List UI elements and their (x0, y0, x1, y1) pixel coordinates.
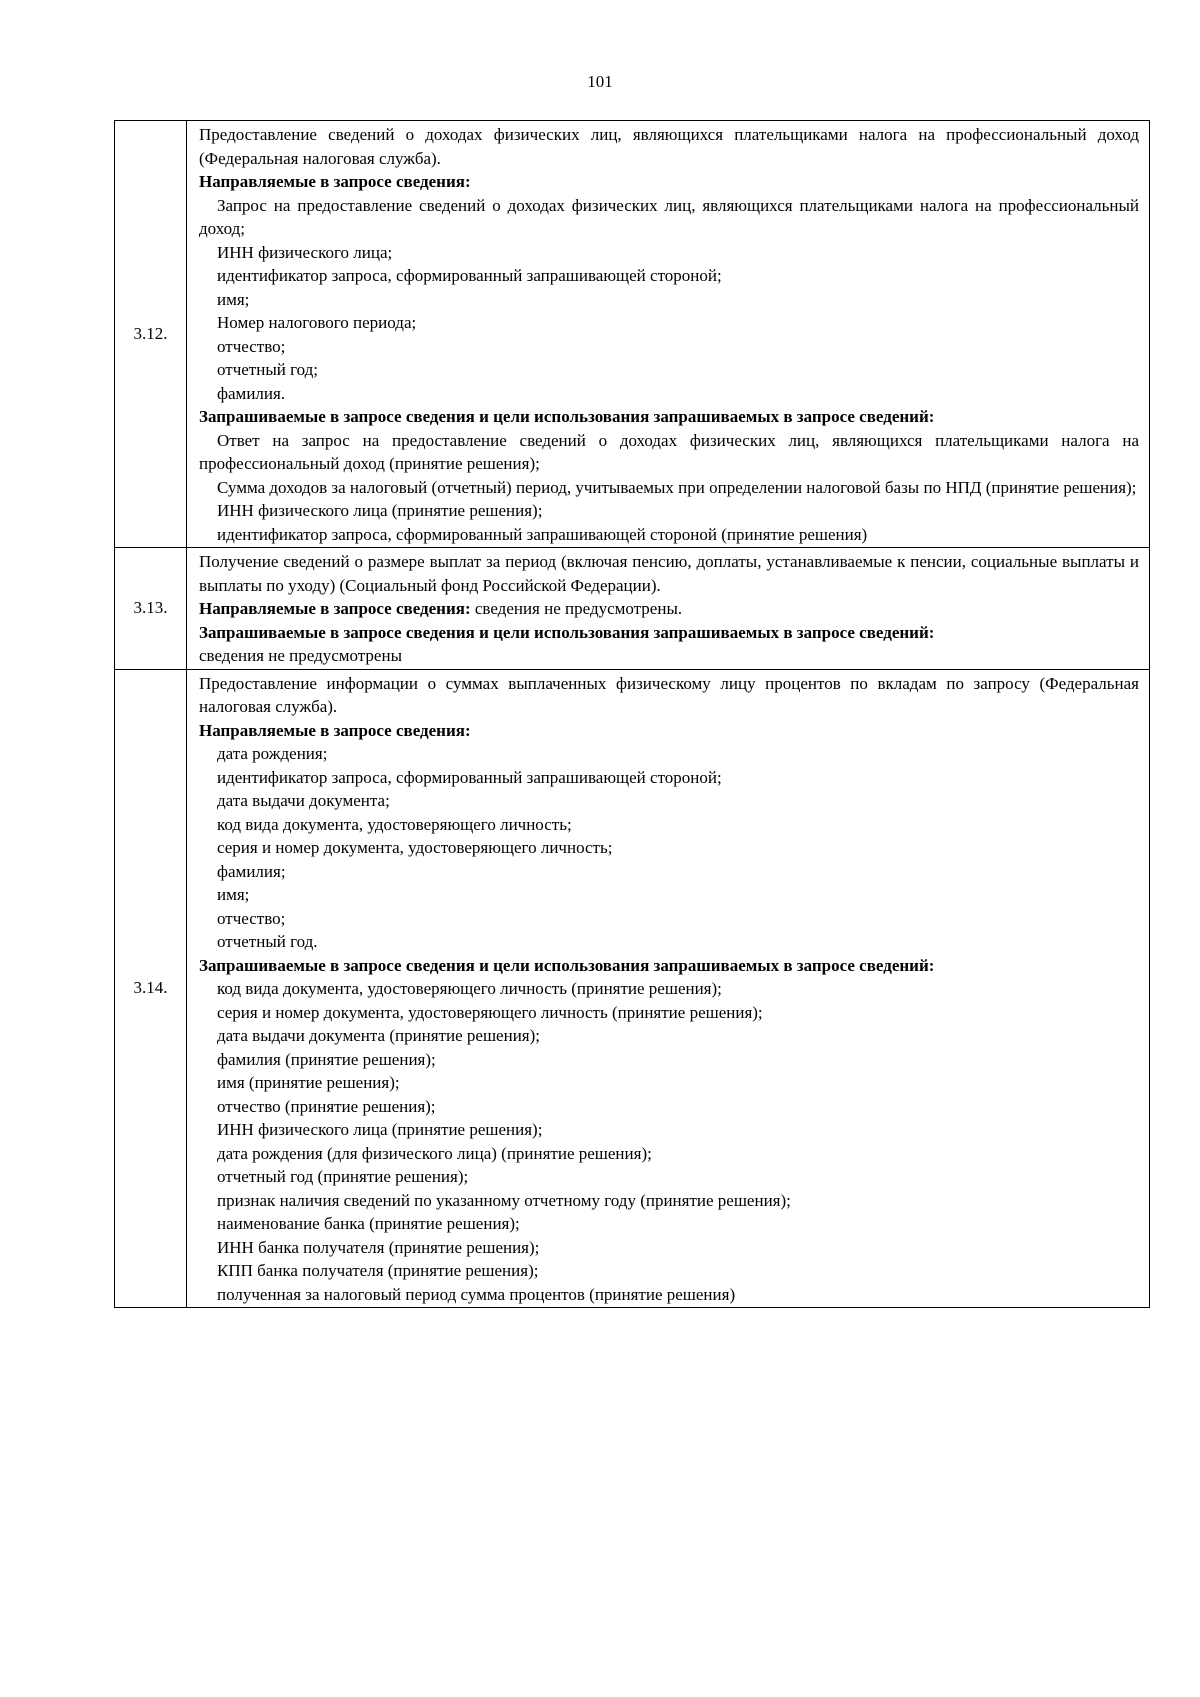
list-item: дата выдачи документа (принятие решения); (217, 1026, 540, 1045)
row-content (187, 669, 1150, 1308)
list-item: серия и номер документа, удостоверяющего личность (принятие решения); (217, 1002, 763, 1022)
list-item: имя (принятие решения); (217, 1073, 400, 1092)
list-item: наименование банка (принятие решения); (217, 1214, 520, 1233)
table-row (115, 121, 1150, 548)
list-item: отчество; (217, 908, 286, 928)
row-content (187, 121, 1150, 548)
sent-text: сведения не предусмотрены. (474, 599, 683, 618)
list-item: дата рождения (для физического лица) (принятие решения); (217, 1143, 652, 1163)
service-title: Предоставление информации о суммах выплаченных физическому лицу процентов по вкладам по запросу (Федеральная налоговая служба). (199, 673, 1139, 716)
row-number: 3.14. (115, 669, 187, 1308)
list-item: Номер налогового периода; (217, 313, 417, 332)
list-item: отчество (принятие решения); (217, 1096, 436, 1116)
requested-paragraph: Сумма доходов за налоговый (отчетный) период, учитываемых при определении налоговой базы по НПД (принятие решения); (217, 477, 1137, 497)
requested-heading: Запрашиваемые в запросе сведения и цели использования запрашиваемых в запросе сведений: (199, 622, 935, 642)
list-item: дата рождения; (217, 744, 328, 763)
sent-heading: Направляемые в запросе сведения: (199, 599, 471, 618)
list-item: отчетный год; (217, 360, 319, 379)
list-item: отчетный год. (217, 932, 318, 951)
sent-intro: Запрос на предоставление сведений о доходах физических лиц, являющихся плательщиками налога на профессиональный доход; (199, 195, 1139, 238)
requested-heading: Запрашиваемые в запросе сведения и цели использования запрашиваемых в запросе сведений: (199, 407, 935, 426)
list-item: идентификатор запроса, сформированный запрашивающей стороной (принятие решения) (217, 524, 868, 544)
row-content (187, 548, 1150, 670)
list-item: ИНН физического лица (принятие решения); (217, 501, 543, 520)
list-item: фамилия; (217, 861, 286, 881)
services-table (114, 120, 1150, 1308)
service-title: Получение сведений о размере выплат за период (включая пенсию, доплаты, устанавливаемые к пенсии, социальные выплаты и выплаты по уходу) (Социальный фонд Российской Федерации). (199, 552, 1139, 595)
list-item: ИНН банка получателя (принятие решения); (217, 1237, 540, 1257)
list-item: фамилия. (217, 383, 286, 403)
list-item: идентификатор запроса, сформированный запрашивающей стороной; (217, 266, 722, 285)
list-item: серия и номер документа, удостоверяющего личность; (217, 838, 613, 857)
list-item: признак наличия сведений по указанному отчетному году (принятие решения); (217, 1190, 791, 1210)
list-item: отчество; (217, 336, 286, 356)
table-row (115, 548, 1150, 670)
list-item: ИНН физического лица; (217, 242, 393, 262)
sent-line (199, 597, 1139, 621)
table-row (115, 669, 1150, 1308)
list-item: имя; (217, 885, 250, 904)
list-item: фамилия (принятие решения); (217, 1049, 436, 1069)
list-item: отчетный год (принятие решения); (217, 1167, 469, 1186)
requested-heading: Запрашиваемые в запросе сведения и цели использования запрашиваемых в запросе сведений: (199, 955, 935, 975)
page-number: 101 (587, 72, 613, 91)
sent-heading: Направляемые в запросе сведения: (199, 172, 471, 191)
list-item: ИНН физического лица (принятие решения); (217, 1120, 543, 1139)
list-item: полученная за налоговый период сумма процентов (принятие решения) (217, 1284, 736, 1304)
list-item: код вида документа, удостоверяющего личность; (217, 814, 572, 834)
requested-text: сведения не предусмотрены (199, 646, 402, 665)
list-item: имя; (217, 289, 250, 309)
row-number: 3.13. (115, 548, 187, 670)
service-title: Предоставление сведений о доходах физических лиц, являющихся плательщиками налога на профессиональный доход (Федеральная налоговая служба). (199, 125, 1139, 168)
requested-paragraph: Ответ на запрос на предоставление сведений о доходах физических лиц, являющихся плательщиками налога на профессиональный доход (принятие решения); (199, 430, 1139, 473)
row-number: 3.12. (115, 121, 187, 548)
list-item: идентификатор запроса, сформированный запрашивающей стороной; (217, 767, 722, 787)
sent-heading: Направляемые в запросе сведения: (199, 720, 471, 740)
list-item: код вида документа, удостоверяющего личность (принятие решения); (217, 979, 722, 998)
list-item: КПП банка получателя (принятие решения); (217, 1261, 539, 1280)
list-item: дата выдачи документа; (217, 791, 390, 810)
